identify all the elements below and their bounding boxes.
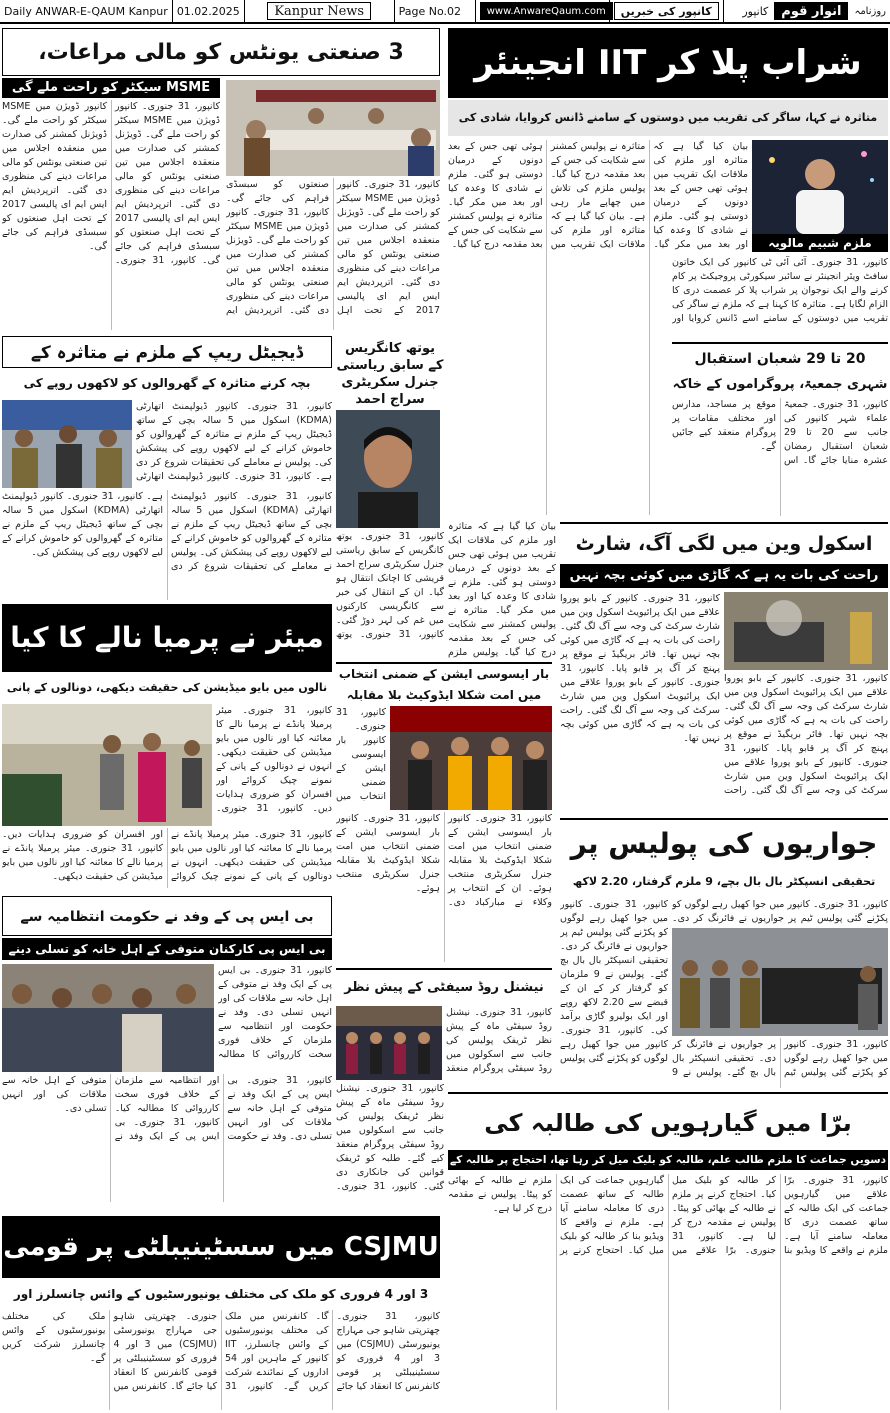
gamblers-body-bottom: کانپور، 31 جنوری۔ کانپور میں جوا کھیل رہے لوگوں کو پکڑنے گئی پولیس ٹیم پر جواریوں نے فائرنگ کر دی۔ تحقیقی انسپکٹر بال بال بچ گئے۔ پولیس نے 9 — [672, 1039, 888, 1078]
middle-continuation: بیان کیا گیا ہے کہ متاثرہ اور ملزم کی ملاقات ایک تقریب میں ہوئی تھی جس کے بعد دونوں کے درمیان دوستی ہو گئی۔ ملزم نے شادی کا وعدہ کیا اور بعد میں مکر گیا۔ متاثرہ نے پولیس کمشنر سے شکایت کی جس کے بعد مقدمہ درج کیا گیا۔ پولیس ملزم — [448, 521, 556, 658]
bar-body: کانپور، 31 جنوری۔ کانپور بار ایسوسی ایشن کے ضمنی انتخاب میں امت شکلا ایڈوکیٹ بلا مقابلہ جنرل سکریٹری منتخب ہوئے۔ ان کے انتخاب پر وکلاء نے مبارکباد دی۔ کانپور، 31 جنوری۔ کانپور بار ایسوسی ایشن کے ضمنی انتخاب میں امت شکلا ایڈوکیٹ بلا مقابلہ جنرل سکریٹری منتخب ہوئے۔ — [336, 813, 552, 908]
iit-body-continued: بیان کیا گیا ہے کہ متاثرہ اور ملزم کی ملاقات ایک تقریب میں ہوئی تھی جس کے بعد دونوں کے درمیان دوستی ہو گئی۔ ملزم نے شادی کا وعدہ کیا اور بعد میں مکر گیا۔ متاثرہ نے پولیس کمشنر سے شکایت کی جس کے بعد مقدمہ درج کیا گیا۔ پولیس ملزم کی تلاش میں چھاپے مار رہی ہے۔ بیان کیا گیا ہے کہ متاثرہ اور ملزم کی ملاقات ایک تقریب میں ہوئی تھی جس کے بعد دونوں کے درمیان دوستی ہو گئی۔ ملزم نے شادی کا وعدہ کیا اور بعد میں مکر گیا۔ متاثرہ نے پولیس کمشنر سے شکایت کی جس کے بعد مقدمہ درج کیا گیا۔ — [448, 141, 748, 250]
mayor-body-bottom: کانپور، 31 جنوری۔ میئر پرمیلا پانڈے نے پرمیا نالے کا معائنہ کیا اور نالوں میں بایو میڈیشن کی حقیقت دیکھی۔ انہوں نے دونالوں کے پانی کے نمونے چیک کروائے اور افسران کو ضروری ہدایات دیں۔ کانپور، 31 جنوری۔ میئر پرمیلا پانڈے نے پرمیا نالے کا معائنہ کیا اور نالوں میں بایو میڈیشن کی حقیقت دیکھی۔ — [2, 829, 332, 882]
digital-headline: ڈیجیٹل ریپ کے ملزم نے متاثرہ کے — [2, 336, 332, 368]
iit-headline: شراب پلا کر IIT انجینئر — [448, 28, 888, 98]
digital-police-photo — [2, 400, 132, 488]
iit-body: کانپور، 31 جنوری۔ آئی آئی ٹی کانپور کی ایک خاتون سافٹ ویئر انجینئر نے سائبر سیکورٹی پروجیکٹ پر کام کرنے والے ایک نوجوان پر شراب پلا کر عصمت دری کا الزام لگایا ہے۔ متاثرہ کا کہنا ہے کہ ملزم نے ساگر کی تقریب میں دوستوں کے سامنے اسے ڈانس کروایا اور — [672, 257, 888, 324]
mayor-inspection-photo — [2, 704, 212, 826]
school-headline: اسکول وین میں لگی آگ، شارٹ — [560, 522, 888, 562]
mayor-body-right: کانپور، 31 جنوری۔ میئر پرمیلا پانڈے نے پرمیا نالے کا معائنہ کیا اور نالوں میں بایو میڈیشن کی حقیقت دیکھی۔ انہوں نے دونالوں کے پانی کے نمونے چیک کروائے اور افسران کو ضروری ہدایات دیں۔ کانپور، 31 جنوری۔ — [216, 705, 332, 814]
ramzan-subheadline: شہری جمعیۃ، پروگراموں کے خاکہ — [672, 377, 888, 392]
masthead-page-number: Page No.02 — [395, 0, 476, 23]
msme-body-right: کانپور، 31 جنوری۔ کانپور ڈویژن میں MSME سیکٹر کو راحت ملے گی۔ ڈویژنل کمشنر کی صدارت میں منعقدہ اجلاس میں تین صنعتی یونٹس کو مالی مراعات دینے کی منظوری دی گئی۔ اترپردیش ایم ایس ایم ای پالیسی 2017 کے تحت اہل صنعتوں کو سبسڈی فراہم کی جائے گی۔ کانپور، 31 جنوری۔ کانپور ڈویژن میں MSME سیکٹر کو راحت ملے گی۔ ڈویژنل کمشنر کی صدارت میں منعقدہ اجلاس میں تین صنعتی یونٹس کو مالی مراعات دینے کی منظوری دی گئی۔ اترپردیش ایم — [226, 179, 440, 316]
road-safety-image — [336, 1006, 442, 1080]
masthead-city-urdu: کانپور — [742, 4, 769, 18]
student-subheadline: دسویں جماعت کا ملزم طالب علم، طالبہ کو بلیک میل کر رہا تھا، احتجاج پر طالبہ کے — [448, 1150, 888, 1170]
youth-portrait-image — [336, 410, 440, 528]
youth-body: کانپور، 31 جنوری۔ یوتھ کانگریس کے سابق ریاستی جنرل سکریٹری سراج احمد قریشی کا اچانک انتقال ہو گیا۔ ان کے انتقال کی خبر سے کانگریسی کارکنوں میں غم کی لہر دوڑ گئی۔ کانپور، 31 جنوری۔ یوتھ — [336, 531, 444, 640]
msme-meeting-photo — [226, 80, 440, 176]
masthead-logo: انوار قوم — [774, 2, 848, 20]
bar-headline: بار ایسوسی ایشن کے ضمنی انتخاب میں امت شکلا ایڈوکیٹ بلا مقابلہ — [336, 662, 552, 704]
youth-headline: یوتھ کانگریس کے سابق ریاستی جنرل سکریٹری سراج احمد — [336, 341, 444, 407]
school-subheadline: راحت کی بات یہ ہے کہ گاڑی میں کوئی بچہ نہیں — [560, 564, 888, 588]
bsp-subheadline: بی ایس پی کارکنان متوفی کے اہل خانہ کو تسلی دینے — [2, 938, 332, 960]
msme-headline: 3 صنعتی یونٹس کو مالی مراعات، — [2, 28, 440, 76]
ramzan-headline: 20 تا 29 شعبان استقبال — [672, 342, 888, 372]
mayor-subheadline: نالوں میں بایو میڈیشن کی حقیقت دیکھی، دونالوں کے پانی — [6, 681, 328, 694]
bsp-visit-image — [2, 964, 214, 1072]
student-body: کانپور، 31 جنوری۔ برّا علاقے میں گیارہویں جماعت کی ایک طالبہ کے ساتھ عصمت دری کا معاملہ سامنے آیا ہے۔ ملزم نے واقعے کا ویڈیو بنا کر طالبہ کو بلیک میل کیا۔ احتجاج کرنے پر ملزم نے طالبہ کے بھائی کو پیٹا۔ پولیس نے مقدمہ درج کر لیا ہے۔ کانپور، 31 جنوری۔ برّا علاقے میں گیارہویں جماعت کی ایک طالبہ کے ساتھ عصمت دری کا معاملہ سامنے آیا ہے۔ ملزم نے واقعے کا ویڈیو بنا کر طالبہ کو بلیک میل کیا۔ احتجاج کرنے پر ملزم نے طالبہ کے بھائی کو پیٹا۔ پولیس نے مقدمہ درج کر لیا ہے۔ — [448, 1175, 888, 1256]
bar-body-side: کانپور، 31 جنوری۔ کانپور بار ایسوسی ایشن کے ضمنی انتخاب میں — [336, 707, 386, 802]
masthead-paper-name: Daily ANWAR-E-QAUM Kanpur — [0, 0, 173, 23]
ramzan-body: کانپور، 31 جنوری۔ جمعیۃ علماء شہر کانپور کی جانب سے 20 تا 29 شعبان استقبال رمضان عشرہ منایا جائے گا۔ اس موقع پر مساجد، مدارس اور مختلف مقامات پر پروگرام منعقد کیے جائیں گے۔ — [672, 399, 888, 466]
csjmu-headline: CSJMU میں سسٹینیبلٹی پر قومی — [2, 1216, 440, 1278]
msme-subheadline: MSME سیکٹر کو راحت ملے گی — [2, 78, 220, 98]
school-fire-photo — [724, 592, 888, 670]
gamblers-subheadline: تحقیقی انسپکٹر بال بال بچے، 9 ملزم گرفتار، 2.20 لاکھ — [572, 875, 876, 888]
masthead-website[interactable]: www.AnwareQaum.com — [480, 2, 613, 20]
road-body-bottom: کانپور، 31 جنوری۔ نیشنل روڈ سیفٹی ماہ کے پیش نظر ٹریفک پولیس کی جانب سے اسکولوں میں روڈ سیفٹی پروگرام منعقد کیے گئے۔ طلبہ کو ٹریفک قوانین کی جانکاری دی گئی۔ کانپور، 31 جنوری۔ — [336, 1083, 444, 1192]
student-headline: برّا میں گیارہویں کی طالبہ کی — [448, 1092, 888, 1150]
gamblers-headline: جواریوں کی پولیس پر — [560, 818, 888, 866]
mayor-headline: میئر نے پرمیا نالے کا کیا — [2, 604, 332, 672]
iit-accused-photo — [752, 140, 888, 234]
school-fire-image — [724, 592, 888, 670]
road-safety-photo — [336, 1006, 442, 1080]
gamblers-body-top: کانپور، 31 جنوری۔ کانپور میں جوا کھیل رہے لوگوں کو پکڑنے گئی پولیس ٹیم پر جواریوں نے فائرنگ کر دی۔ — [672, 899, 888, 924]
gamblers-arrest-image — [672, 928, 888, 1036]
bsp-body-bottom: کانپور، 31 جنوری۔ بی ایس پی کے ایک وفد نے متوفی کے اہل خانہ سے ملاقات کی اور انہیں تسلی دی۔ وفد نے حکومت اور انتظامیہ سے ملزمان کے خلاف فوری سخت کارروائی کا مطالبہ کیا۔ کانپور، 31 جنوری۔ بی ایس پی کے ایک وفد نے متوفی کے اہل خانہ سے ملاقات کی اور انہیں تسلی دی۔ — [2, 1075, 332, 1142]
msme-meeting-image — [226, 80, 440, 176]
bsp-body-right: کانپور، 31 جنوری۔ بی ایس پی کے ایک وفد نے متوفی کے اہل خانہ سے ملاقات کی اور انہیں تسلی دی۔ وفد نے حکومت اور انتظامیہ سے ملزمان کے خلاف فوری سخت کارروائی کا مطالبہ — [218, 965, 332, 1060]
road-headline: نیشنل روڈ سیفٹی کے پیش نظر — [336, 968, 552, 1004]
iit-subheadline: متاثرہ نے کہا، ساگر کی تقریب میں دوستوں کے سامنے ڈانس کروایا، شادی کی — [448, 100, 888, 136]
school-body-left: کانپور، 31 جنوری۔ کانپور کے بابو پوروا علاقے میں ایک پرائیویٹ اسکول وین میں شارٹ سرکٹ کی وجہ سے آگ لگ گئی۔ راحت کی بات یہ ہے کہ گاڑی میں کوئی بچہ نہیں تھا۔ فائر بریگیڈ نے موقع پر پہنچ کر آگ پر قابو پایا۔ کانپور، 31 جنوری۔ کانپور کے بابو پوروا علاقے میں ایک پرائیویٹ اسکول وین میں شارٹ سرکٹ کی وجہ سے آگ لگ گئی۔ راحت کی بات یہ ہے کہ گاڑی میں کوئی بچہ نہیں تھا۔ — [560, 593, 720, 744]
masthead-daily-urdu: روزنامہ — [854, 5, 886, 17]
bar-election-photo — [390, 706, 552, 810]
mayor-inspection-image — [2, 704, 212, 826]
digital-body-side: کانپور، 31 جنوری۔ کانپور ڈیولپمنٹ اتھارٹی (KDMA) اسکول میں 5 سالہ بچی کے ساتھ ڈیجیٹل ریپ کے ملزم نے متاثرہ کے گھروالوں کو خاموش کرانے کے لیے لاکھوں روپے کی پیشکش کی۔ پولیس نے معاملے کی تحقیقات شروع کر دی ہے۔ کانپور، 31 جنوری۔ کانپور ڈیولپمنٹ اتھارٹی — [136, 401, 332, 482]
masthead-section-urdu: کانپور کی خبریں — [614, 2, 719, 20]
csjmu-body: کانپور، 31 جنوری۔ چھترپتی شاہو جی مہاراج یونیورسٹی (CSJMU) میں 3 اور 4 فروری کو سسٹینیبلٹی پر قومی کانفرنس کا انعقاد کیا جائے گا۔ کانفرنس میں ملک کی مختلف یونیورسٹیوں کے وائس چانسلرز، IIT کانپور کے ماہرین اور 54 اداروں کے نمائندے شرکت کریں گے۔ کانپور، 31 جنوری۔ چھترپتی شاہو جی مہاراج یونیورسٹی (CSJMU) میں 3 اور 4 فروری کو سسٹینیبلٹی پر قومی کانفرنس کا انعقاد کیا جائے گا۔ کانفرنس میں ملک کی مختلف یونیورسٹیوں کے وائس چانسلرز شرکت کریں گے۔ — [2, 1311, 440, 1392]
bsp-visit-photo — [2, 964, 214, 1072]
digital-subheadline: بچہ کرنے متاثرہ کے گھروالوں کو لاکھوں روپے کی — [23, 376, 311, 390]
digital-body: کانپور، 31 جنوری۔ کانپور ڈیولپمنٹ اتھارٹی (KDMA) اسکول میں 5 سالہ بچی کے ساتھ ڈیجیٹل ریپ کے ملزم نے متاثرہ کے گھروالوں کو خاموش کرانے کے لیے لاکھوں روپے کی پیشکش کی۔ پولیس نے معاملے کی تحقیقات شروع کر دی ہے۔ کانپور، 31 جنوری۔ کانپور ڈیولپمنٹ اتھارٹی (KDMA) اسکول میں 5 سالہ بچی کے ساتھ ڈیجیٹل ریپ کے ملزم نے متاثرہ کے گھروالوں کو خاموش کرانے کے لیے لاکھوں روپے کی پیشکش کی۔ — [2, 491, 332, 572]
msme-body-left: کانپور، 31 جنوری۔ کانپور ڈویژن میں MSME سیکٹر کو راحت ملے گی۔ ڈویژنل کمشنر کی صدارت میں منعقدہ اجلاس میں تین صنعتی یونٹس کو مالی مراعات دینے کی منظوری دی گئی۔ اترپردیش ایم ایس ایم ای پالیسی 2017 کے تحت اہل صنعتوں کو سبسڈی فراہم کی جائے گی۔ کانپور، 31 جنوری۔ کانپور ڈویژن میں MSME سیکٹر کو راحت ملے گی۔ ڈویژنل کمشنر کی صدارت میں منعقدہ اجلاس میں تین صنعتی یونٹس کو مالی مراعات دینے کی منظوری دی گئی۔ اترپردیش ایم ایس ایم ای پالیسی 2017 کے تحت اہل صنعتوں کو سبسڈی فراہم کی جائے گی۔ — [2, 101, 220, 266]
iit-accused-image — [752, 140, 888, 234]
masthead — [0, 0, 890, 24]
gamblers-arrest-photo — [672, 928, 888, 1036]
road-body: کانپور، 31 جنوری۔ نیشنل روڈ سیفٹی ماہ کے پیش نظر ٹریفک پولیس کی جانب سے اسکولوں میں روڈ سیفٹی پروگرام منعقد — [446, 1007, 552, 1074]
school-body-right: کانپور، 31 جنوری۔ کانپور کے بابو پوروا علاقے میں ایک پرائیویٹ اسکول وین میں شارٹ سرکٹ کی وجہ سے آگ لگ گئی۔ راحت کی بات یہ ہے کہ گاڑی میں کوئی بچہ نہیں تھا۔ فائر بریگیڈ نے موقع پر پہنچ کر آگ پر قابو پایا۔ کانپور، 31 جنوری۔ کانپور کے بابو پوروا علاقے میں ایک پرائیویٹ اسکول وین میں شارٹ سرکٹ کی وجہ سے آگ لگ گئی۔ راحت — [724, 673, 888, 796]
bsp-headline: بی ایس پی کے وفد نے حکومت انتظامیہ سے — [2, 896, 332, 936]
iit-photo-caption: ملزم شبیم مالویہ — [752, 234, 888, 252]
youth-portrait — [336, 410, 440, 528]
masthead-date: 01.02.2025 — [173, 0, 245, 23]
csjmu-subheadline: 3 اور 4 فروری کو ملک کی مختلف یونیورسٹیوں کے وائس چانسلرز اور — [13, 1287, 429, 1301]
masthead-section: Kanpur News — [267, 2, 371, 20]
digital-police-image — [2, 400, 132, 488]
bar-election-image — [390, 706, 552, 810]
gamblers-body-left: کانپور، 31 جنوری۔ کانپور میں جوا کھیل رہے لوگوں کو پکڑنے گئی پولیس ٹیم پر جواریوں نے فائرنگ کر دی۔ تحقیقی انسپکٹر بال بال بچ گئے۔ پولیس نے 9 ملزمان کو گرفتار کر کے ان کے قبضے سے 2.20 لاکھ روپے اور ایک بولیرو گاڑی برآمد کی۔ کانپور، 31 جنوری۔ کانپور میں جوا کھیل رہے لوگوں کو پکڑنے گئی پولیس — [560, 899, 668, 1064]
